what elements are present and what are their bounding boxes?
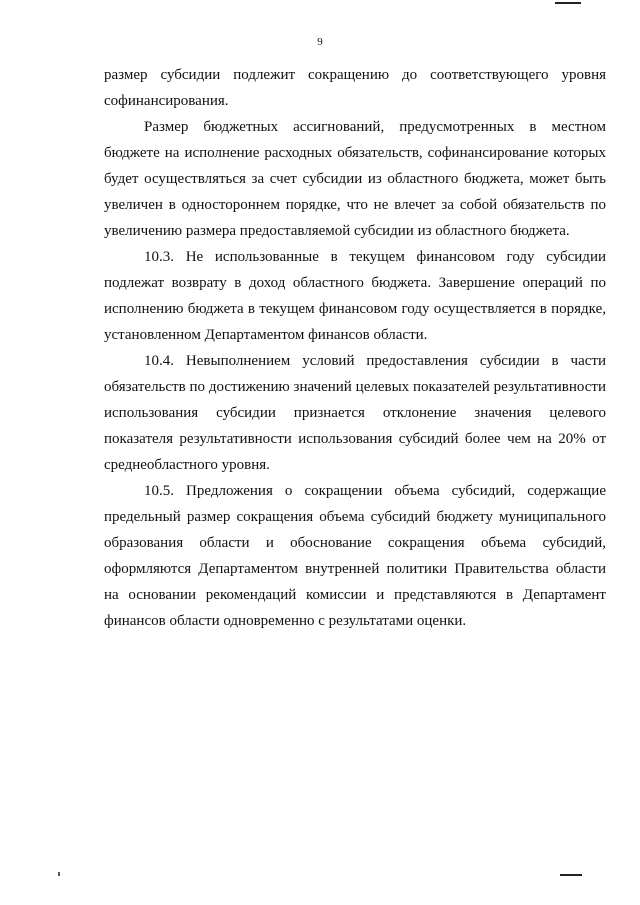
scan-mark-bottom-right <box>560 874 582 876</box>
document-body <box>104 62 606 634</box>
paragraph-10-4: 10.4. Невыполнением условий предоставления субсидии в части обязательств по достижению значений целевых показателей результативности использования субсидии признается отклонение значения целевого показателя результативности использования субсидий более чем на 20% от среднеобластного уровня. <box>104 353 606 473</box>
paragraph-10-3: 10.3. Не использованные в текущем финансовом году субсидии подлежат возврату в доход областного бюджета. Завершение операций по исполнению бюджета в текущем финансовом году осуществляется в порядке, установленном Департаментом финансов области. <box>104 249 606 343</box>
page-number: 9 <box>317 36 323 48</box>
paragraph-budget-allocations: Размер бюджетных ассигнований, предусмотренных в местном бюджете на исполнение расходных обязательств, софинансирование которых будет осуществляться за счет субсидии из областного бюджета, может быть увеличен в одностороннем порядке, что не влечет за собой обязательств по увеличению размера предоставляемой субсидии из областного бюджета. <box>104 119 606 239</box>
paragraph-10-5: 10.5. Предложения о сокращении объема субсидий, содержащие предельный размер сокращения объема субсидий бюджету муниципального образования области и обоснование сокращения объема субсидий, оформляются Департаментом внутренней политики Правительства области на основании рекомендаций комиссии и представляются в Департамент финансов области одновременно с результатами оценки. <box>104 483 606 629</box>
paragraph-continuation: размер субсидии подлежит сокращению до соответствующего уровня софинансирования. <box>104 67 606 109</box>
scan-mark-top <box>555 2 581 4</box>
scan-mark-bottom-left <box>58 872 60 876</box>
